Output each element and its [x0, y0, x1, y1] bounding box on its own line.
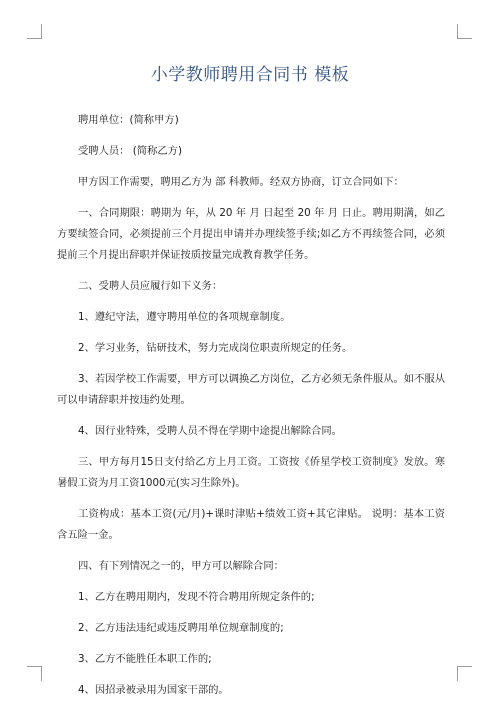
paragraph-termination-3: 3、乙方不能胜任本职工作的; [78, 652, 212, 665]
paragraph-employee: 受聘人员： (简称乙方) [78, 144, 182, 157]
paragraph-employer: 聘用单位：(简称甲方) [78, 114, 179, 126]
paragraph-term: 一、合同期限：聘期为 年，从 20 年 月 日起至 20 年 月 日止。聘用期满，如乙方要续签合同，必须提前三个月提出申请并办理续签手续;如乙方不再续签合同，必须提前三个月提出辞职并保证按质按量完成教育教学任务。 [57, 206, 445, 262]
paragraph-obligations-heading: 二、受聘人员应履行如下义务： [78, 280, 223, 293]
paragraph-termination-1: 1、乙方在聘用期内，发现不符合聘用所规定条件的; [78, 591, 315, 604]
paragraph-termination-2: 2、乙方违法违纪或违反聘用单位规章制度的; [78, 622, 284, 635]
paragraph-salary: 三、甲方每月15日支付给乙方上月工资。工资按《侨星学校工资制度》发放。寒暑假工资为月工资1000元(实习生除外)。 [57, 455, 445, 490]
paragraph-obligation-4: 4、因行业特殊，受聘人员不得在学期中途提出解除合同。 [78, 425, 342, 438]
crop-mark-top-right [457, 24, 472, 39]
paragraph-obligation-2: 2、学习业务，钻研技术，努力完成岗位职责所规定的任务。 [78, 341, 353, 354]
document-body [57, 110, 445, 711]
crop-mark-bottom-right [457, 666, 472, 681]
paragraph-obligation-1: 1、遵纪守法，遵守聘用单位的各项规章制度。 [78, 311, 291, 324]
paragraph-salary-composition: 工资构成：基本工资(元/月)+课时津贴+绩效工资+其它津贴。 说明：基本工资含五险一金。 [57, 508, 445, 542]
crop-mark-top-left [27, 24, 42, 39]
crop-mark-bottom-left [27, 666, 42, 681]
paragraph-obligation-3: 3、若因学校工作需要，甲方可以调换乙方岗位，乙方必须无条件服从。如不服从可以申请辞职并按违约处理。 [57, 372, 445, 407]
paragraph-termination-4: 4、因招录被录用为国家干部的。 [78, 683, 229, 696]
paragraph-termination-heading: 四、有下列情况之一的，甲方可以解除合同： [78, 560, 284, 573]
document-title: 小学教师聘用合同书 模板 [150, 65, 350, 85]
paragraph-intro: 甲方因工作需要，聘用乙方为 部 科教师。经双方协商，订立合同如下： [78, 175, 404, 188]
